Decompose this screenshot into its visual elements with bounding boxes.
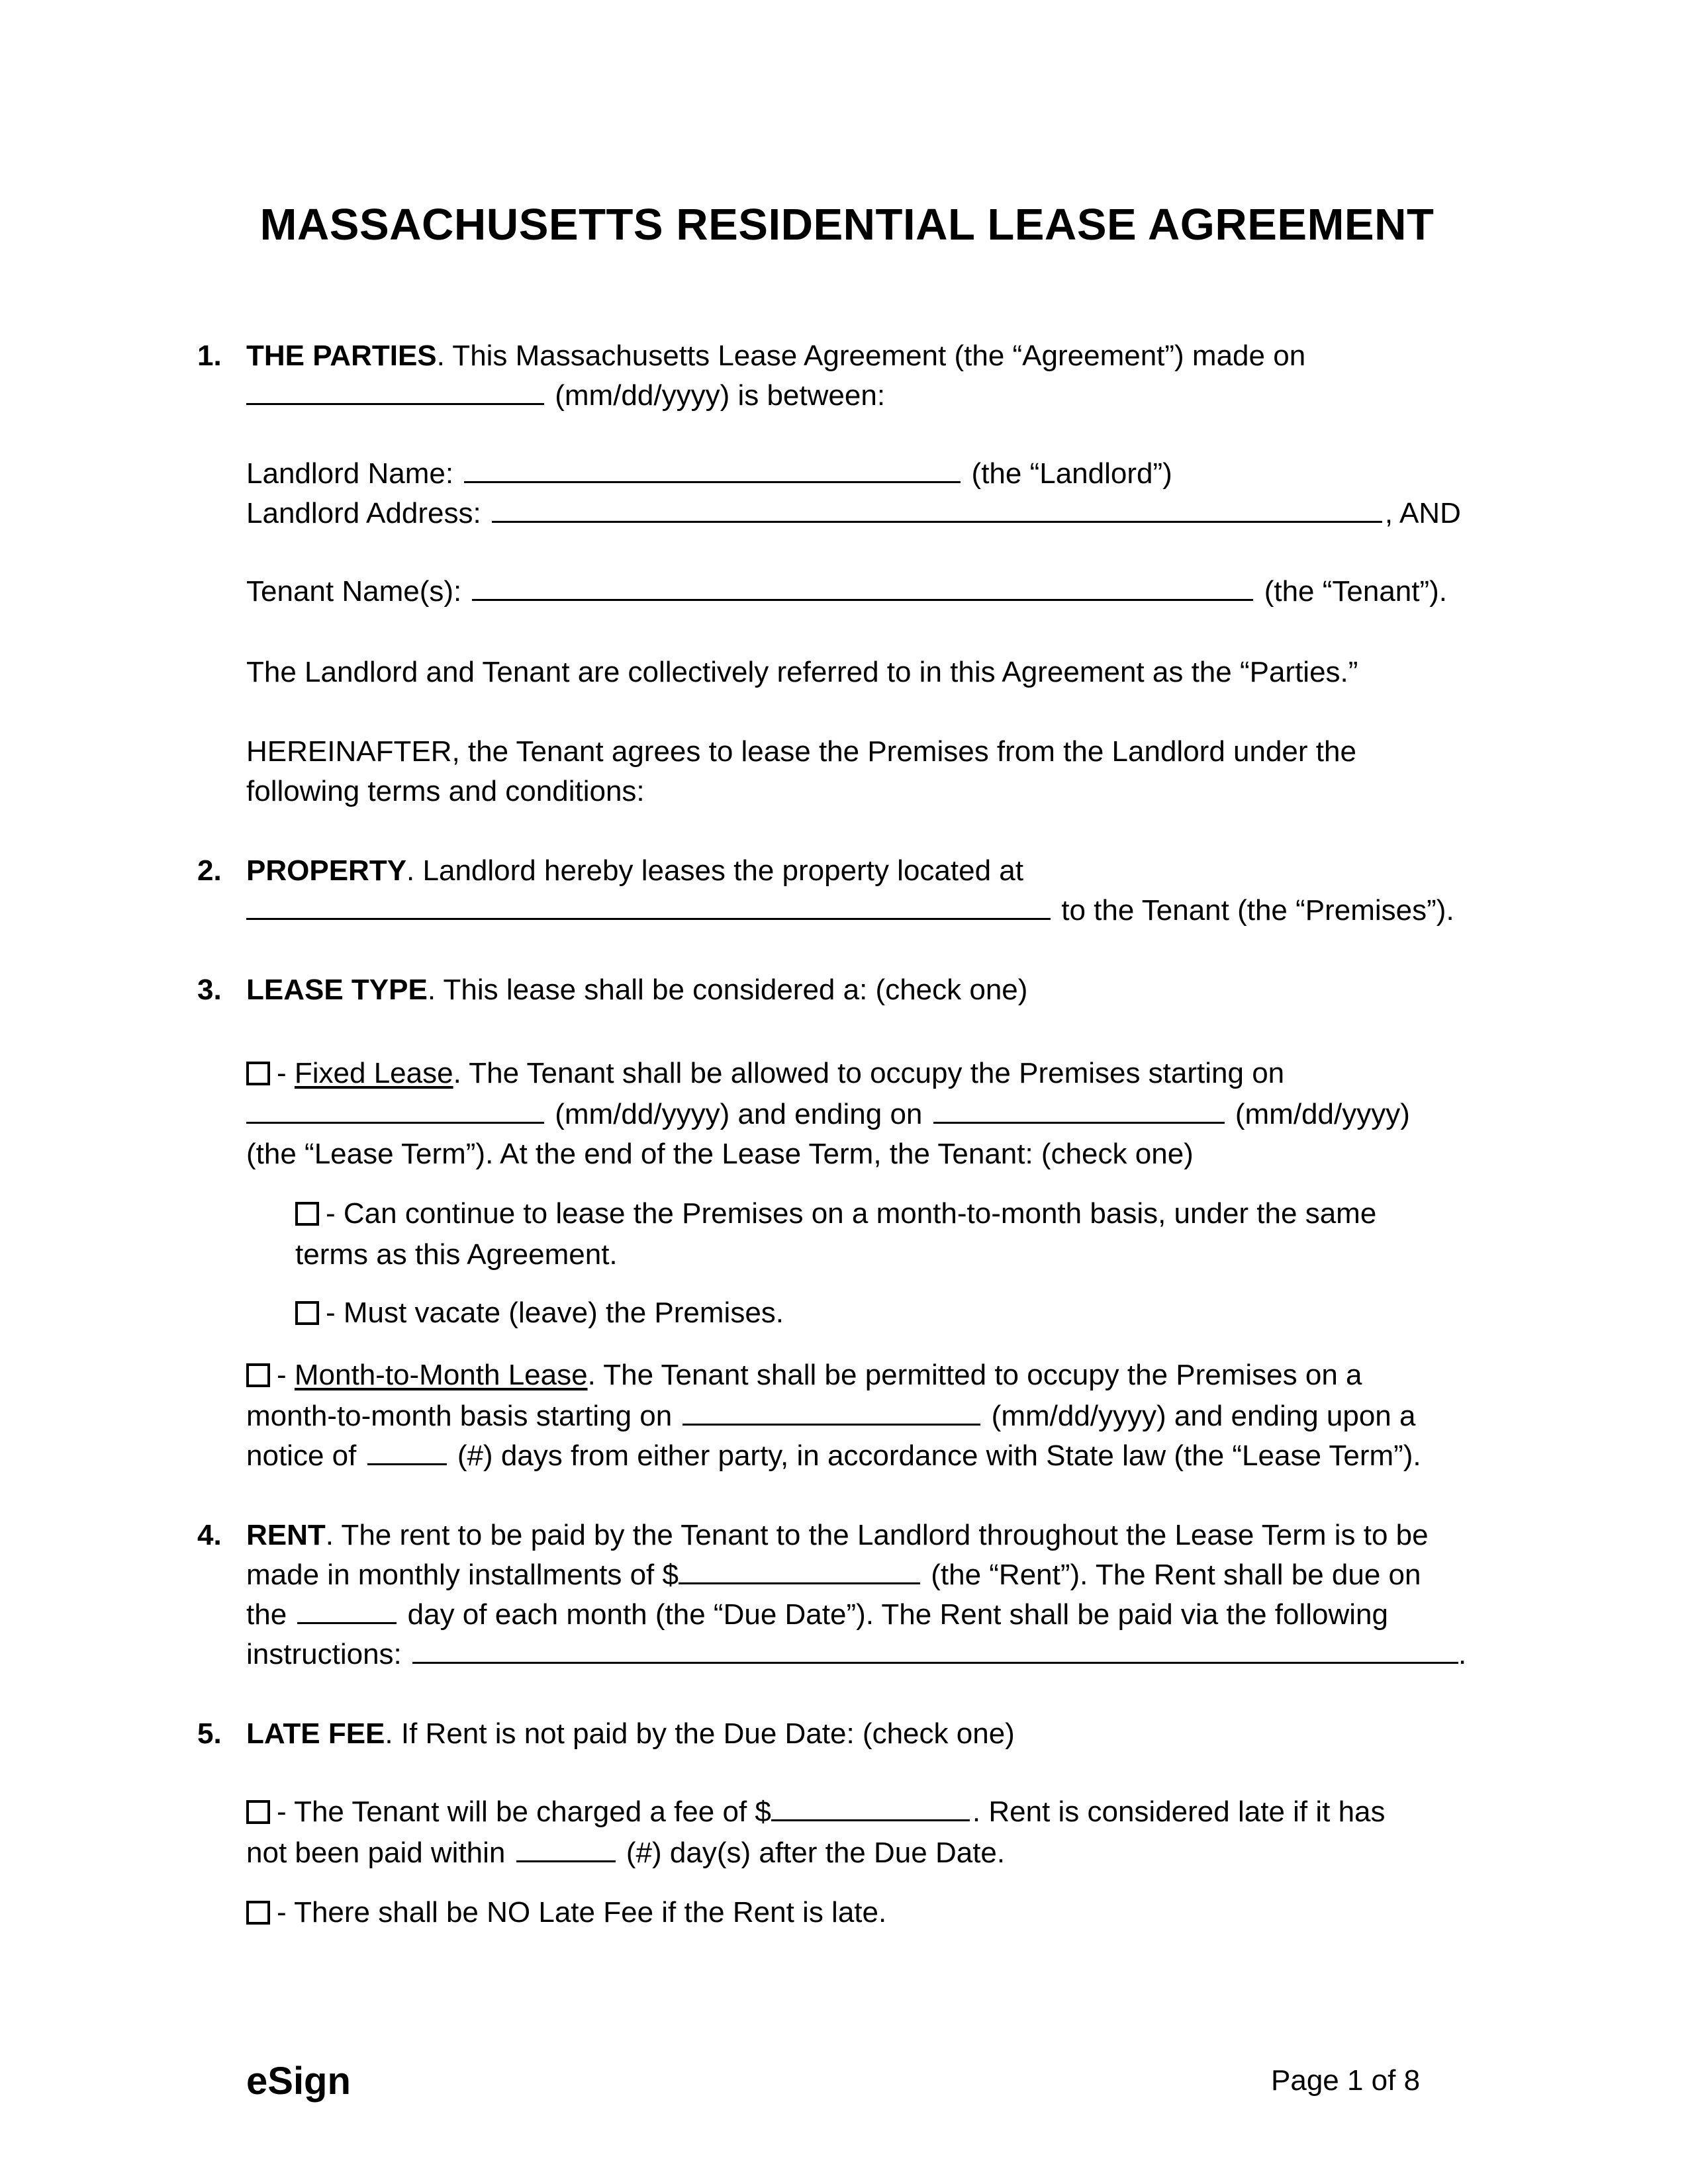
month-to-month-row [246,1358,1362,1392]
section-5-number: 5. [197,1717,222,1750]
fixed-lease-start-field[interactable] [246,1098,544,1124]
fixed-lease-end-text: (mm/dd/yyyy) [1235,1098,1410,1130]
section-3-number: 3. [197,974,222,1006]
payment-instructions-period: . [1458,1638,1467,1670]
section-1-heading: THE PARTIES [246,340,437,372]
month-to-month-line-3-a: notice of [246,1439,357,1472]
fixed-lease-checkbox[interactable] [246,1062,270,1085]
tenant-name-row [246,574,1447,609]
tenant-name-field[interactable] [472,575,1253,601]
fixed-lease-row [246,1056,1284,1091]
fixed-lease-dates-row [246,1097,1410,1132]
fixed-lease-dash: - [277,1057,295,1089]
landlord-address-suffix: , AND [1384,497,1461,529]
property-address-field[interactable] [246,894,1051,920]
month-to-month-text: . The Tenant shall be permitted to occupy the Premises on a [587,1359,1362,1391]
document-title: MASSACHUSETTS RESIDENTIAL LEASE AGREEMENT [259,200,1435,250]
month-to-month-line-3-b: (#) days from either party, in accordance with State law (the “Lease Term”). [457,1439,1421,1472]
due-day-suffix: day of each month (the “Due Date”). The Rent shall be paid via the following [407,1598,1388,1631]
section-3-heading: LEASE TYPE [246,974,428,1006]
section-1-number: 1. [197,340,222,372]
landlord-name-suffix: (the “Landlord”) [971,457,1172,490]
section-5-heading: LATE FEE [246,1717,385,1750]
section-5-line-1 [246,1717,1015,1751]
fixed-lease-text: . The Tenant shall be allowed to occupy the Premises starting on [453,1057,1285,1089]
landlord-name-label: Landlord Name: [246,457,454,490]
section-4-line-3 [246,1598,1388,1632]
landlord-address-row [246,496,1461,531]
payment-instructions-field[interactable] [412,1638,1458,1664]
late-fee-days-field[interactable] [516,1837,616,1862]
month-to-month-checkbox[interactable] [246,1363,270,1387]
month-to-month-line-2-b: (mm/dd/yyyy) and ending upon a [991,1400,1416,1432]
fixed-lease-label: Fixed Lease [294,1057,453,1089]
month-to-month-label: Month-to-Month Lease [294,1359,588,1391]
section-4-heading: RENT [246,1519,326,1551]
fixed-lease-line-3: (the “Lease Term”). At the end of the Lease Term, the Tenant: (check one) [246,1138,1194,1170]
rent-amount-field[interactable] [679,1559,920,1584]
month-to-month-line-2-a: month-to-month basis starting on [246,1400,673,1432]
month-to-month-dash: - [277,1359,295,1391]
section-3-line-1 [246,973,1027,1007]
payment-instructions-label: instructions: [246,1638,402,1670]
due-day-prefix: the [246,1598,287,1631]
late-fee-days-suffix: (#) day(s) after the Due Date. [626,1837,1006,1869]
section-4-line-1 [246,1518,1429,1553]
section-4-line-2 [246,1558,1421,1592]
agreement-date-suffix: (mm/dd/yyyy) is between: [555,379,886,412]
continue-option-checkbox[interactable] [295,1202,319,1226]
no-late-fee-text: - There shall be NO Late Fee if the Rent is late. [277,1896,887,1929]
continue-option-text: - Can continue to lease the Premises on a month-to-month basis, under the same [326,1197,1377,1230]
late-fee-text-a: - The Tenant will be charged a fee of $ [277,1796,771,1828]
section-4-text: . The rent to be paid by the Tenant to the Landlord throughout the Lease Term is to be [325,1519,1429,1551]
late-fee-amount-field[interactable] [771,1796,970,1821]
continue-option-row [295,1197,1376,1231]
landlord-address-label: Landlord Address: [246,497,481,529]
rent-amount-prefix: made in monthly installments of $ [246,1559,679,1591]
esign-logo: eSign [246,2060,351,2103]
section-2-line-1 [246,854,1023,888]
notice-days-field[interactable] [367,1439,447,1465]
section-2-line-2 [246,893,1454,928]
fixed-lease-end-field[interactable] [933,1098,1225,1124]
fixed-lease-mid-text: (mm/dd/yyyy) and ending on [555,1098,923,1130]
vacate-option-checkbox[interactable] [295,1301,319,1325]
property-suffix: to the Tenant (the “Premises”). [1061,894,1454,927]
vacate-option-text: - Must vacate (leave) the Premises. [326,1297,784,1329]
section-2-heading: PROPERTY [246,854,407,887]
late-fee-checkbox[interactable] [246,1800,270,1824]
page-number: Page 1 of 8 [1271,2064,1421,2097]
section-1-text: . This Massachusetts Lease Agreement (the “Agreement”) made on [436,340,1306,372]
late-fee-text-b: . Rent is considered late if it has [972,1796,1386,1828]
section-5-text: . If Rent is not paid by the Due Date: (check one) [385,1717,1015,1750]
late-fee-line-2 [246,1836,1005,1870]
rent-amount-suffix: (the “Rent”). The Rent shall be due on [931,1559,1421,1591]
tenant-name-suffix: (the “Tenant”). [1264,575,1448,608]
no-late-fee-checkbox[interactable] [246,1901,270,1925]
late-fee-days-prefix: not been paid within [246,1837,506,1869]
late-fee-option-row [246,1795,1386,1829]
section-2-text: . Landlord hereby leases the property located at [406,854,1023,887]
section-4-number: 4. [197,1519,222,1551]
month-to-month-start-field[interactable] [682,1400,980,1426]
section-3-text: . This lease shall be considered a: (check one) [427,974,1028,1006]
agreement-date-field[interactable] [246,379,544,405]
hereinafter-line-2: following terms and conditions: [246,775,645,807]
continue-option-line-2: terms as this Agreement. [295,1238,618,1271]
month-to-month-line-2 [246,1399,1415,1433]
section-1-line-1 [246,339,1305,373]
landlord-name-row [246,457,1172,491]
parties-paragraph: The Landlord and Tenant are collectively referred to in this Agreement as the “Parties.” [246,656,1358,688]
tenant-name-label: Tenant Name(s): [246,575,462,608]
landlord-address-field[interactable] [492,497,1382,523]
section-2-number: 2. [197,854,222,887]
vacate-option-row [295,1296,784,1330]
section-1-line-2 [246,379,885,413]
section-4-line-4 [246,1637,1466,1672]
due-day-field[interactable] [297,1598,397,1624]
month-to-month-line-3 [246,1439,1421,1473]
hereinafter-line-1: HEREINAFTER, the Tenant agrees to lease the Premises from the Landlord under the [246,735,1356,768]
landlord-name-field[interactable] [464,457,961,483]
no-late-fee-row [246,1895,886,1930]
